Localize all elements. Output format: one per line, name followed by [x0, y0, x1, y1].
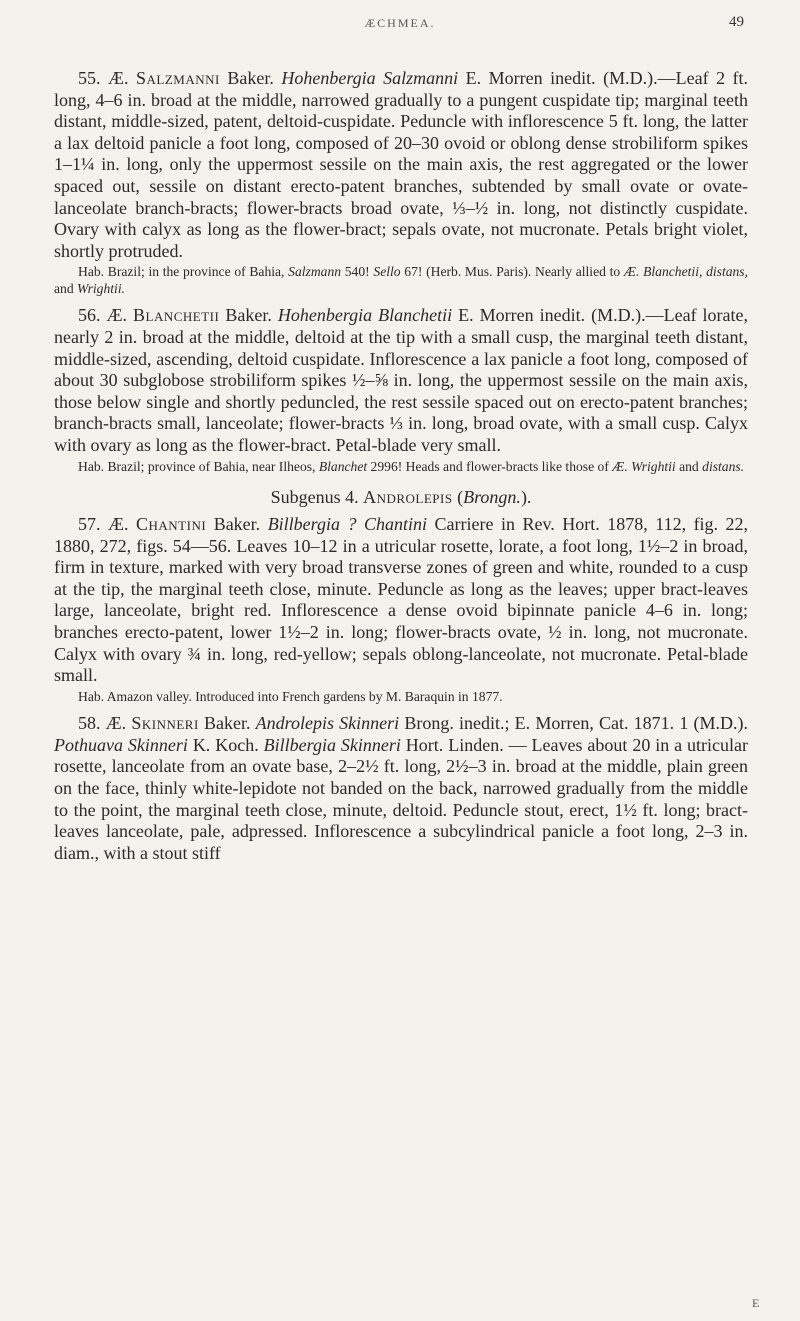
habitat-note-55	[54, 264, 748, 297]
synonym-author: Carriere in Rev. Hort. 1878, 112, fig. 22, 1880, 272, figs. 54—56.	[54, 514, 749, 556]
entry-number: 58.	[78, 713, 101, 734]
page-number: 49	[729, 14, 744, 30]
habitat-note-56	[54, 459, 748, 476]
subgenus-label: Subgenus 4.	[270, 487, 359, 507]
species-author: Baker.	[213, 514, 261, 534]
synonym-author: K. Koch.	[192, 734, 259, 755]
running-head: ÆCHMEA.	[364, 16, 436, 30]
synonym-name: Hohenbergia Salzmanni	[281, 68, 459, 88]
entry-number: 55.	[78, 68, 101, 88]
subgenus-name: Androlepis	[363, 487, 453, 507]
page-body	[54, 68, 748, 864]
collector-name: Salzmann	[288, 264, 342, 280]
habitat-text: and	[54, 280, 78, 296]
habitat-text: Hab. Brazil; in the province of Bahia,	[78, 264, 289, 280]
species-epithet: Chantini	[136, 514, 207, 534]
page-header	[54, 14, 746, 38]
species-entry-56	[54, 305, 748, 456]
synonym-author: E. Morren inedit. (M.D.).—	[458, 305, 664, 326]
genus-abbrev: Æ.	[108, 514, 129, 534]
species-author: Baker.	[225, 305, 272, 326]
habitat-text: 2996! Heads and flower-bracts like those of	[367, 458, 613, 474]
related-species: Æ. Blanchetii, distans,	[623, 264, 748, 280]
collector-name: Sello	[373, 264, 401, 280]
habitat-note-57: Hab. Amazon valley. Introduced into French gardens by M. Baraquin in 1877.	[78, 688, 503, 704]
species-entry-55	[54, 68, 748, 262]
synonym-author: E. Morren inedit. (M.D.).—	[465, 68, 676, 88]
synonym-name: Hohenbergia Blanchetii	[277, 305, 453, 326]
habitat-text: and	[675, 458, 703, 474]
species-description: Leaves 10–12 in a utricular rosette, lorate, a foot long, 1½–2 in broad, firm in texture, marked with very broad transverse zones of green and white, rounded to a cusp at the tip, the marginal teeth close, minute. Peduncle as long as the leaves; upper bract-leaves large, lanceolate, bright red. Inflorescence a dense ovoid bipinnate panicle 4–6 in. long; branches erecto-patent, lower 1½–2 in. long; flower-bracts ovate, ½ in. long, not mucronate. Calyx with ovary ¾ in. long, red-yellow; sepals oblong-lanceolate, not mucronate. Petal-blade small.	[54, 535, 749, 686]
habitat-text: 540!	[341, 264, 374, 280]
genus-abbrev: Æ.	[106, 305, 128, 326]
species-description: Leaves about 20 in a utricular rosette, lanceolate from an ovate base, 2–2½ ft. long, 2½–3 in. broad at the middle, plain green on the face, thinly white-lepidote not banded on the back, narrowed gradually from the middle to the point, the marginal teeth close, minute, deltoid. Peduncle stout, erect, 1½ ft. long; bract-leaves lanceolate, pale, adpressed. Inflorescence a subcylindrical panicle a foot long, 2–3 in. diam., with a stout stiff	[54, 734, 749, 863]
genus-abbrev: Æ.	[105, 713, 127, 734]
synonym-name: Pothuava Skinneri	[54, 734, 188, 755]
related-species: Wrightii.	[77, 280, 125, 296]
subgenus-heading: Subgenus 4. Androlepis (Brongn.).	[270, 487, 532, 507]
species-author: Baker.	[227, 68, 274, 88]
species-epithet: Blanchetii	[133, 305, 220, 326]
species-description: Leaf lorate, nearly 2 in. broad at the middle, deltoid at the tip with a small cusp, the marginal teeth distant, middle-sized, ascending, deltoid cuspidate. Inflorescence a lax panicle a foot long, composed of about 30 subglobose strobiliform spikes ½–⅝ in. long, the uppermost sessile on the main axis, those below single and shortly peduncled, the rest sessile spaced out on erecto-patent branches; branch-bracts small, lanceolate; flower-bracts ⅓ in. long, broad ovate, with a small cusp. Calyx with ovary as long as the flower-bract. Petal-blade very small.	[54, 305, 749, 455]
habitat-text: 67! (Herb. Mus. Paris). Nearly allied to	[400, 264, 624, 280]
species-author: Baker.	[203, 713, 251, 734]
species-epithet: Salzmanni	[136, 68, 220, 88]
synonym-author: Brong. inedit.; E. Morren, Cat. 1871. 1 (M.D.).	[404, 713, 748, 734]
species-epithet: Skinneri	[131, 713, 199, 734]
synonym-author: Hort. Linden. —	[405, 734, 527, 755]
genus-abbrev: Æ.	[108, 68, 129, 88]
related-species: distans.	[702, 458, 745, 474]
synonym-name: Billbergia Skinneri	[263, 734, 401, 755]
related-species: Æ. Wrightii	[612, 458, 676, 474]
species-entry-57	[54, 514, 748, 687]
habitat-text: Hab. Brazil; province of Bahia, near Ilheos,	[78, 458, 319, 474]
synonym-name: Billbergia ? Chantini	[267, 514, 428, 534]
species-entry-58	[54, 713, 748, 864]
entry-number: 56.	[78, 305, 101, 326]
entry-number: 57.	[78, 514, 101, 534]
species-description: Leaf 2 ft. long, 4–6 in. broad at the middle, narrowed gradually to a pungent cuspidate tip; marginal teeth distant, middle-sized, patent, deltoid-cuspidate. Peduncle with inflorescence 5 ft. long, the latter a lax deltoid panicle a foot long, composed of 20–30 ovoid or oblong dense strobiliform spikes 1–1¼ in. long, only the uppermost sessile on the main axis, the rest aggregated or the lower spaced out, sessile on distant erecto-patent branches, subtended by small ovate or ovate-lanceolate branch-bracts; flower-bracts broad ovate, ⅓–½ in. long, not distinctly cuspidate. Ovary with calyx as long as the flower-bract; sepals ovate, not mucronate. Petals bright violet, shortly protruded.	[54, 68, 749, 261]
printer-signature: E	[752, 1296, 760, 1310]
subgenus-author: Brongn.	[463, 487, 521, 507]
synonym-name: Androlepis Skinneri	[255, 713, 400, 734]
collector-name: Blanchet	[318, 458, 368, 474]
